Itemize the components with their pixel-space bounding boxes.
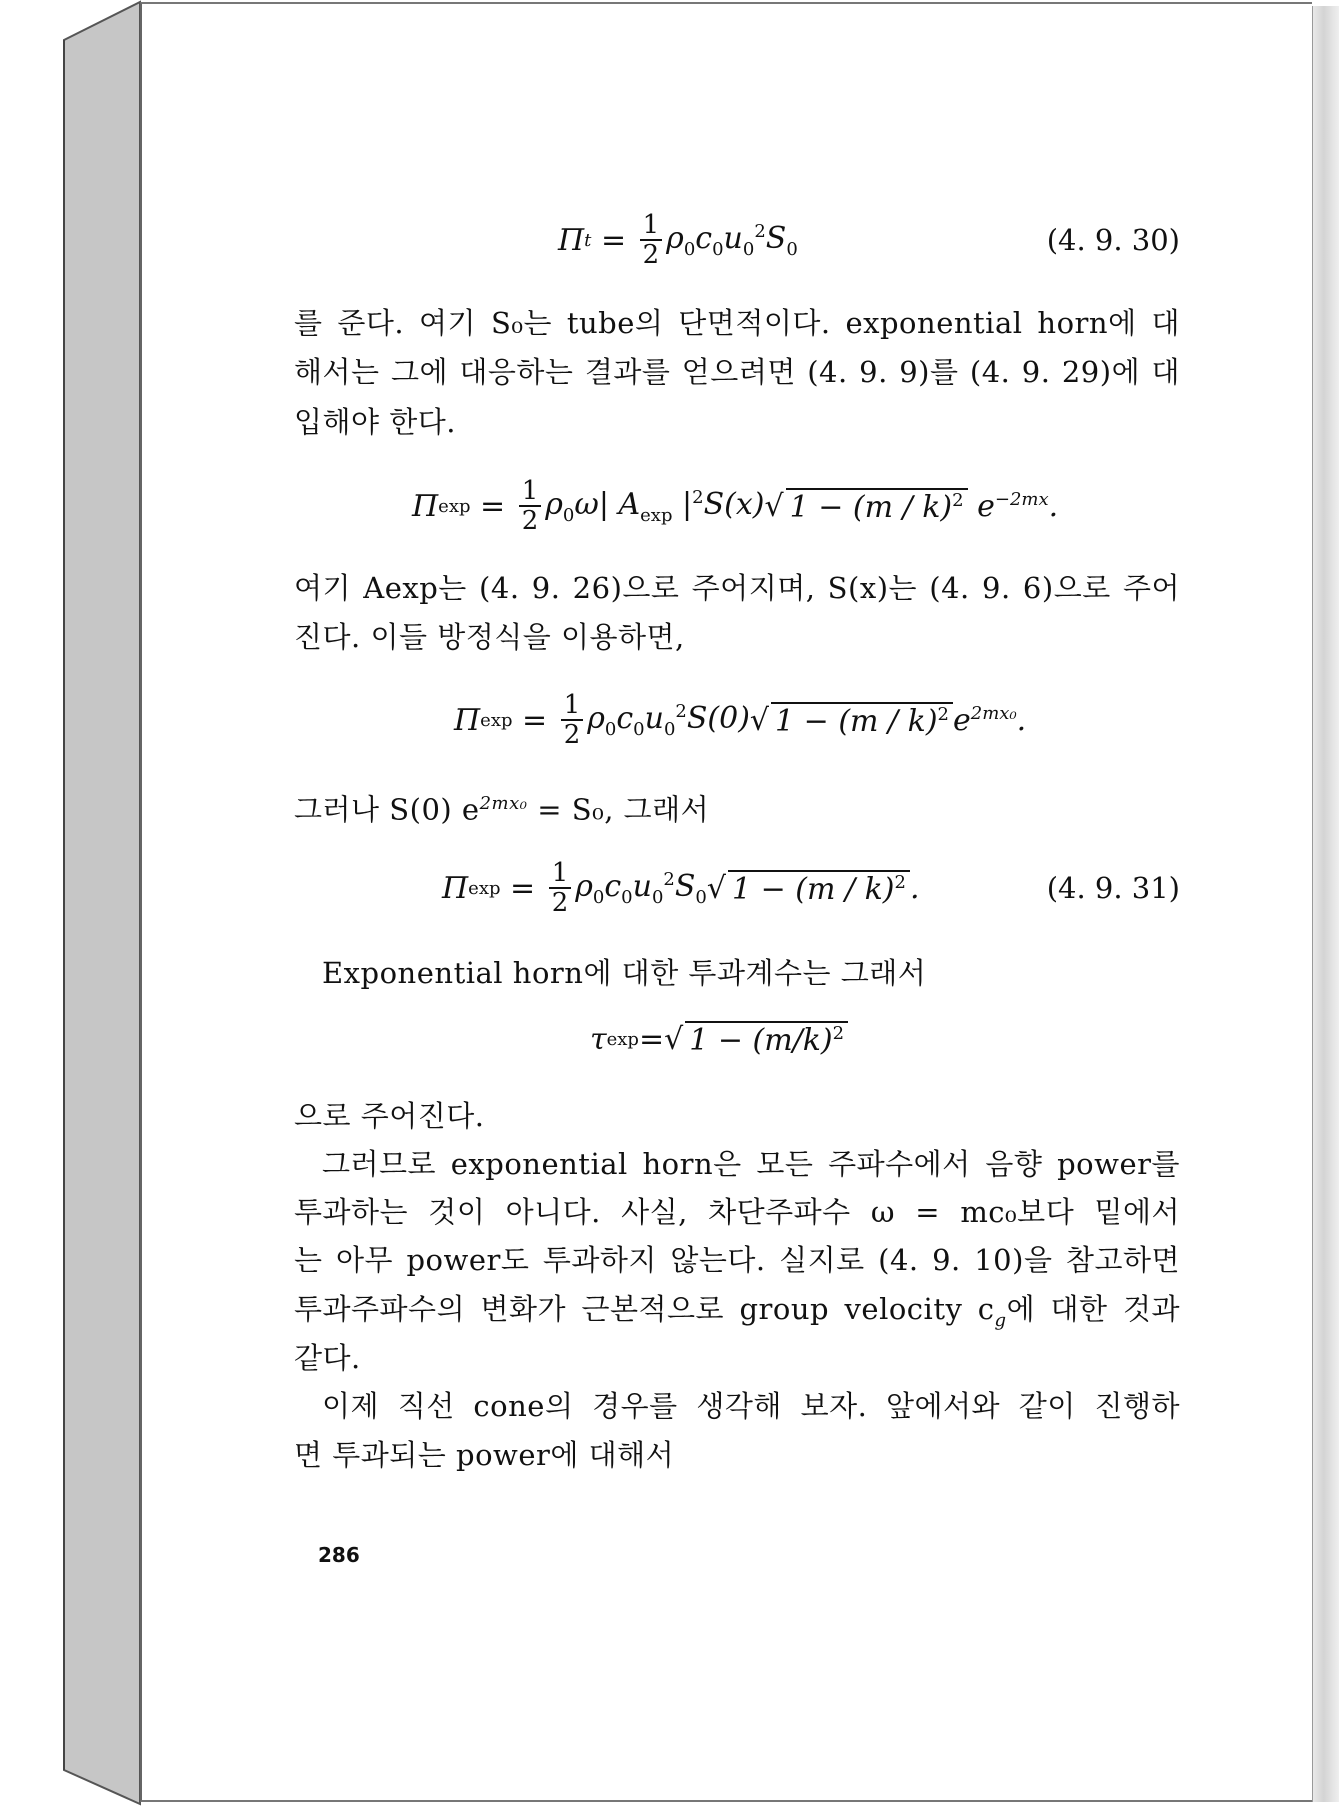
- equation-4-9-31: Π exp = $\frac{1}{2}$ $\rho_0c_0u_0^2S_0$ √ 1 − (m / k)$^2$ . (4. 9. 31): [294, 848, 1180, 928]
- text-line: 여기 Aexp는 (4. 9. 26)으로 주어지며, S(x)는 (4. 9. 6)으로 주어: [294, 571, 1180, 605]
- text-line: 이제 직선 cone의 경우를 생각해 보자. 앞에서와 같이 진행하: [322, 1389, 1180, 1423]
- equation-number: (4. 9. 30): [1046, 223, 1180, 257]
- text-line: 입해야 한다.: [294, 405, 457, 439]
- equation-tau-exp: τ exp = √ $1 - (m/k)^2$: [294, 1004, 1180, 1074]
- text-line: 해서는 그에 대응하는 결과를 얻으려면 (4. 9. 9)를 (4. 9. 29)에 대: [294, 355, 1180, 389]
- text-line: 투과주파수의 변화가 근본적으로 group velocity $c_g$에 대한 것과: [294, 1292, 1180, 1331]
- text-line: 그러나 S(0) $e^{2mx_0} = S_0$, 그래서: [294, 792, 710, 827]
- text-line: 으로 주어진다.: [294, 1099, 485, 1133]
- text-line: 면 투과되는 power에 대해서: [294, 1438, 675, 1472]
- text-line: 를 준다. 여기 S₀는 tube의 단면적이다. exponential horn에 대: [294, 306, 1180, 340]
- text-line: 그러므로 exponential horn은 모든 주파수에서 음향 power를: [322, 1147, 1180, 1181]
- equation-4-9-30: Π t = $\frac{1}{2}$ $\rho_0c_0u_0^2S_0$ (4. 9. 30): [294, 200, 1180, 280]
- text-line: 같다.: [294, 1341, 361, 1375]
- equation-pi-exp-1: Π exp = $\frac{1}{2}$ $\rho_0\omega|$ $A_{exp}$ $|^2S(x)$ √ 1 − (m / k)$^2$ $e^{-2mx}$.: [412, 476, 1059, 536]
- text-line: Exponential horn에 대한 투과계수는 그래서: [322, 956, 927, 990]
- page-edge: [1312, 6, 1339, 1802]
- equation-pi-exp-2: Π exp = $\frac{1}{2}$ $\rho_0c_0u_0^2S(0)$ √ 1 − (m / k)$^2$ $e^{2mx_0}$.: [454, 690, 1027, 750]
- text-line: 진다. 이들 방정식을 이용하면,: [294, 620, 685, 654]
- equation-number: (4. 9. 31): [1046, 871, 1180, 905]
- text-line: 투과하는 것이 아니다. 사실, 차단주파수 ω = mc₀보다 밑에서: [294, 1195, 1180, 1229]
- page-number: 286: [318, 1543, 360, 1567]
- text-line: 는 아무 power도 투과하지 않는다. 실지로 (4. 9. 10)을 참고하면: [294, 1243, 1180, 1277]
